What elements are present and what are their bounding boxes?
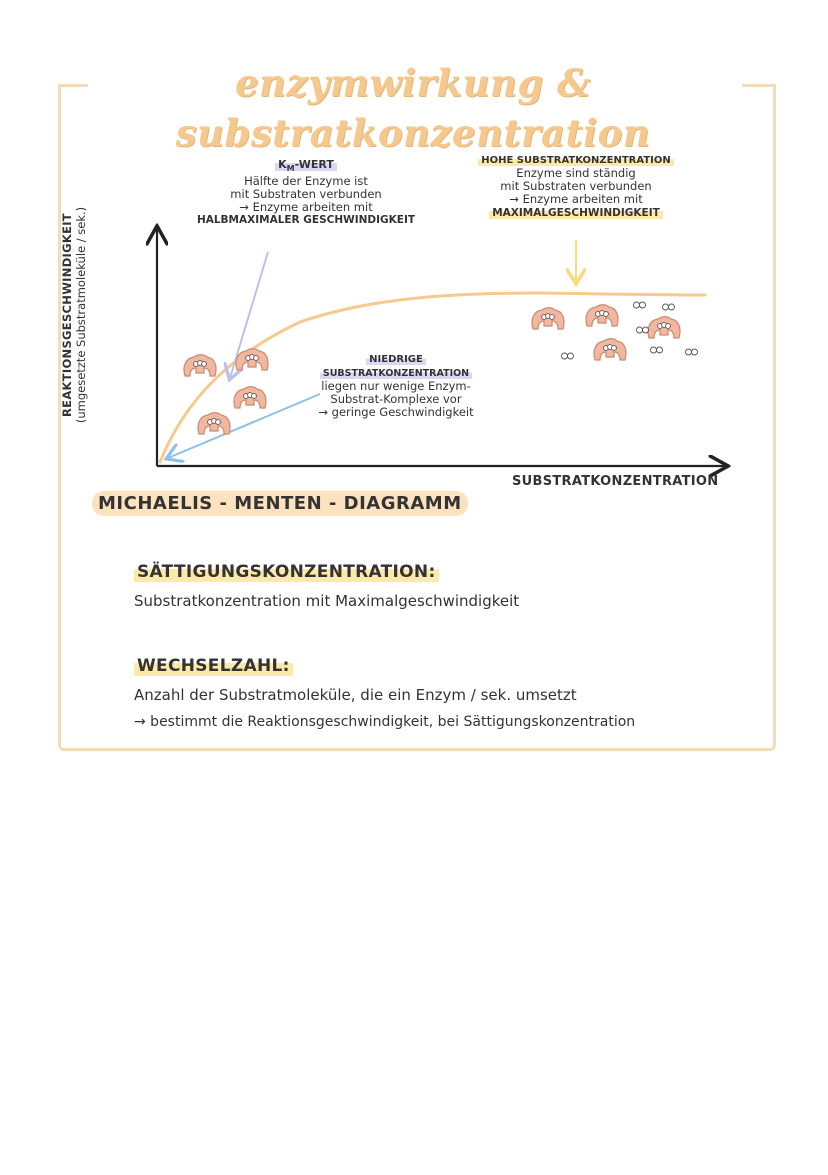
high-line: → Enzyme arbeiten mit: [509, 192, 643, 206]
enzyme-icon: [648, 317, 680, 338]
low-line: → geringe Geschwindigkeit: [318, 405, 474, 419]
km-line: mit Substraten verbunden: [230, 187, 382, 202]
high-heading: HOHE SUBSTRATKONZENTRATION: [478, 155, 674, 166]
high-line: Enzyme sind ständig: [516, 166, 636, 180]
low-heading: NIEDRIGE: [366, 354, 426, 365]
turnover-text: Anzahl der Substratmoleküle, die ein Enzym / sek. umsetzt: [134, 686, 577, 704]
km-emphasis: HALBMAXIMALER GESCHWINDIGKEIT: [196, 214, 416, 227]
enzyme-icon: [594, 339, 626, 360]
enzyme-icon: [586, 305, 618, 326]
high-emphasis: MAXIMALGESCHWINDIGKEIT: [489, 207, 663, 219]
low-line: Substrat-Komplexe vor: [330, 392, 462, 406]
diagram-name: MICHAELIS - MENTEN - DIAGRAMM: [92, 491, 468, 516]
km-note: [188, 158, 424, 227]
km-heading: $K_M$-WERT: [275, 158, 337, 171]
enzyme-icon: [198, 413, 230, 434]
km-line: → Enzyme arbeiten mit: [239, 200, 373, 215]
low-concentration-note: [296, 352, 496, 419]
substrate-icon: [634, 302, 646, 308]
substrate-icon: [663, 304, 675, 310]
enzyme-icon: [532, 308, 564, 329]
page-title: enzymwirkung & substratkonzentration: [175, 61, 651, 155]
substrate-icon: [651, 347, 663, 353]
enzyme-icon: [236, 349, 268, 370]
turnover-title: WECHSELZAHL:: [134, 656, 293, 676]
low-heading: SUBSTRATKONZENTRATION: [320, 368, 472, 379]
high-concentration-note: [466, 153, 686, 220]
km-line: Hälfte der Enzyme ist: [244, 174, 368, 189]
x-axis-label: SUBSTRATKONZENTRATION: [512, 474, 719, 489]
substrate-icon: [686, 349, 698, 355]
y-axis-unit: (umgesetzte Substratmoleküle / sek.): [74, 206, 88, 424]
enzyme-icon: [234, 387, 266, 408]
saturation-text: Substratkonzentration mit Maximalgeschwindigkeit: [134, 592, 520, 610]
low-line: liegen nur wenige Enzym-: [321, 379, 471, 393]
saturation-title: SÄTTIGUNGSKONZENTRATION:: [134, 562, 439, 582]
substrate-icon: [562, 353, 574, 359]
enzyme-icon: [184, 355, 216, 376]
y-axis-title: REAKTIONSGESCHWINDIGKEIT: [60, 213, 74, 417]
substrate-icon: [637, 327, 649, 333]
turnover-text: → bestimmt die Reaktionsgeschwindigkeit, bei Sättigungskonzentration: [134, 714, 636, 730]
high-line: mit Substraten verbunden: [500, 179, 652, 193]
y-axis-label: [60, 200, 88, 430]
